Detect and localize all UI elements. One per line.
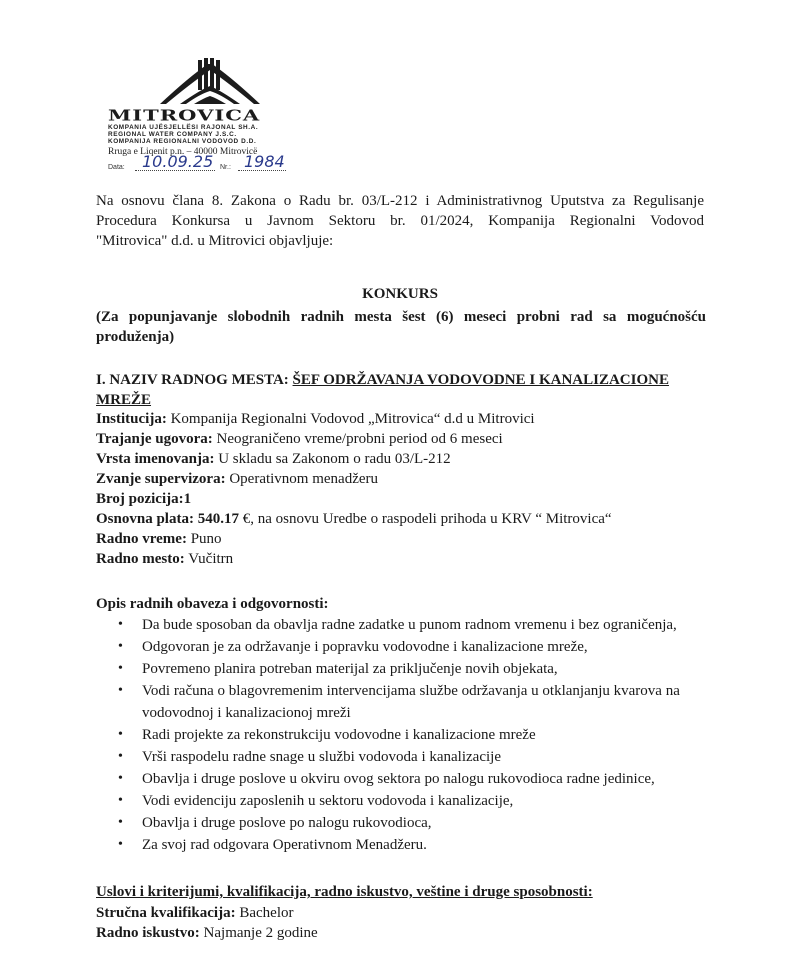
list-item bbox=[96, 812, 708, 834]
field-value: U skladu sa Zakonom o radu 03/L-212 bbox=[214, 451, 451, 467]
duty-text: Odgovoran je za održavanje i popravku vodovodne i kanalizacione mreže, bbox=[142, 639, 588, 655]
bullet-icon: • bbox=[118, 771, 123, 786]
field-label: Radno vreme: bbox=[96, 531, 187, 547]
list-item bbox=[96, 768, 708, 790]
field-label: Radno mesto: bbox=[96, 551, 185, 567]
field-value: Kompanija Regionalni Vodovod „Mitrovica“ d.d u Mitrovici bbox=[166, 411, 535, 427]
company-logo-icon bbox=[150, 56, 270, 112]
field-work-location bbox=[96, 551, 233, 568]
duty-text: Vodi računa o blagovremenim intervencijama službe održavanja u otklanjanju kvarova na vodovodnoj i kanalizacionoj mreži bbox=[142, 683, 680, 721]
field-value: Vučitrn bbox=[184, 551, 234, 567]
list-item bbox=[96, 658, 708, 680]
bullet-icon: • bbox=[118, 617, 123, 632]
field-label: Vrsta imenovanja: bbox=[96, 451, 215, 467]
duty-text: Povremeno planira potreban materijal za priključenje novih objekata, bbox=[142, 661, 558, 677]
bullet-icon: • bbox=[118, 837, 123, 852]
intro-line: Na osnovu člana 8. Zakona o Radu br. 03/L-212 i Administrativnog Uputstva za Regulisanje bbox=[96, 193, 704, 209]
field-value: Puno bbox=[186, 531, 222, 547]
duty-text: Vrši raspodelu radne snage u službi vodovoda i kanalizacije bbox=[142, 749, 501, 765]
bullet-icon: • bbox=[118, 639, 123, 654]
document-subtitle bbox=[96, 307, 706, 347]
bullet-icon: • bbox=[118, 749, 123, 764]
bullet-icon: • bbox=[118, 683, 123, 698]
subtitle-line: produženja) bbox=[96, 329, 175, 345]
field-value: €, na osnovu Uredbe o raspodeli prihoda u KRV “ Mitrovica“ bbox=[238, 511, 612, 527]
position-title-cont: MREŽE bbox=[96, 392, 152, 408]
document-title: KONKURS bbox=[362, 286, 438, 302]
field-label: Zvanje supervizora: bbox=[96, 471, 226, 487]
field-qualification bbox=[96, 905, 293, 922]
list-item bbox=[96, 680, 708, 724]
field-working-hours bbox=[96, 531, 222, 548]
bullet-icon: • bbox=[118, 793, 123, 808]
list-item bbox=[96, 724, 708, 746]
field-value: Neograničeno vreme/probni period od 6 meseci bbox=[212, 431, 503, 447]
field-label: Broj pozicija:1 bbox=[96, 491, 192, 507]
list-item bbox=[96, 790, 708, 812]
duty-text: Za svoj rad odgovara Operativnom Menadžeru. bbox=[142, 837, 427, 853]
bullet-icon: • bbox=[118, 815, 123, 830]
subtitle-line: (Za popunjavanje slobodnih radnih mesta šest (6) meseci probni rad sa mogućnošću bbox=[96, 309, 706, 325]
field-value: Operativnom menadžeru bbox=[225, 471, 379, 487]
field-label: Trajanje ugovora: bbox=[96, 431, 213, 447]
bullet-icon: • bbox=[118, 661, 123, 676]
field-label: Radno iskustvo: bbox=[96, 925, 200, 941]
company-address: Rruga e Liqenit p.n. – 40000 Mitrovicë bbox=[108, 147, 258, 157]
position-title-section bbox=[96, 370, 708, 410]
handwritten-date: 10.09.25 bbox=[142, 152, 214, 171]
field-label: Institucija: bbox=[96, 411, 167, 427]
field-contract-duration bbox=[96, 431, 503, 448]
duty-text: Vodi evidenciju zaposlenih u sektoru vodovoda i kanalizacije, bbox=[142, 793, 514, 809]
company-name-albanian: KOMPANIA UJËSJELLËSI RAJONAL SH.A. bbox=[108, 124, 259, 131]
list-item bbox=[96, 746, 708, 768]
list-item bbox=[96, 636, 708, 658]
intro-line: Procedura Konkursa u Javnom Sektoru br. 01/2024, Kompanija Regionalni Vodovod bbox=[96, 213, 704, 229]
date-label: Data: bbox=[108, 164, 125, 171]
field-positions-count bbox=[96, 491, 191, 508]
position-title: ŠEF ODRŽAVANJA VODOVODNE I KANALIZACIONE bbox=[292, 372, 669, 388]
company-name-serbian: KOMPANIJA REGIONALNI VODOVOD D.D. bbox=[108, 138, 257, 145]
field-label: Stručna kvalifikacija: bbox=[96, 905, 236, 921]
field-appointment-type bbox=[96, 451, 451, 468]
duty-text: Obavlja i druge poslove u okviru ovog sektora po nalogu rukovodioca radne jedinice, bbox=[142, 771, 655, 787]
bullet-icon: • bbox=[118, 727, 123, 742]
field-supervisor bbox=[96, 471, 378, 488]
handwritten-number: 1984 bbox=[244, 152, 285, 171]
field-value: Bachelor bbox=[235, 905, 294, 921]
intro-paragraph bbox=[96, 191, 704, 251]
list-item bbox=[96, 614, 708, 636]
position-prefix: I. NAZIV RADNOG MESTA: bbox=[96, 372, 293, 388]
company-brand-name: MITROVICA bbox=[108, 106, 261, 124]
field-value: Najmanje 2 godine bbox=[199, 925, 318, 941]
field-experience bbox=[96, 925, 318, 942]
field-institution bbox=[96, 411, 535, 428]
company-name-english: REGIONAL WATER COMPANY J.S.C. bbox=[108, 131, 237, 138]
duty-text: Radi projekte za rekonstrukciju vodovodne i kanalizacione mreže bbox=[142, 727, 536, 743]
duties-heading: Opis radnih obaveza i odgovornosti: bbox=[96, 596, 329, 612]
list-item bbox=[96, 834, 708, 856]
intro-line: "Mitrovica" d.d. u Mitrovici objavljuje: bbox=[96, 233, 334, 249]
field-label: Osnovna plata: 540.17 bbox=[96, 511, 239, 527]
conditions-heading: Uslovi i kriterijumi, kvalifikacija, radno iskustvo, veštine i druge sposobnosti: bbox=[96, 884, 593, 900]
duties-list bbox=[96, 614, 708, 856]
duty-text: Obavlja i druge poslove po nalogu rukovodioca, bbox=[142, 815, 432, 831]
duty-text: Da bude sposoban da obavlja radne zadatke u punom radnom vremenu i bez ograničenja, bbox=[142, 617, 677, 633]
field-base-salary bbox=[96, 511, 612, 528]
number-label: Nr.: bbox=[220, 164, 231, 171]
